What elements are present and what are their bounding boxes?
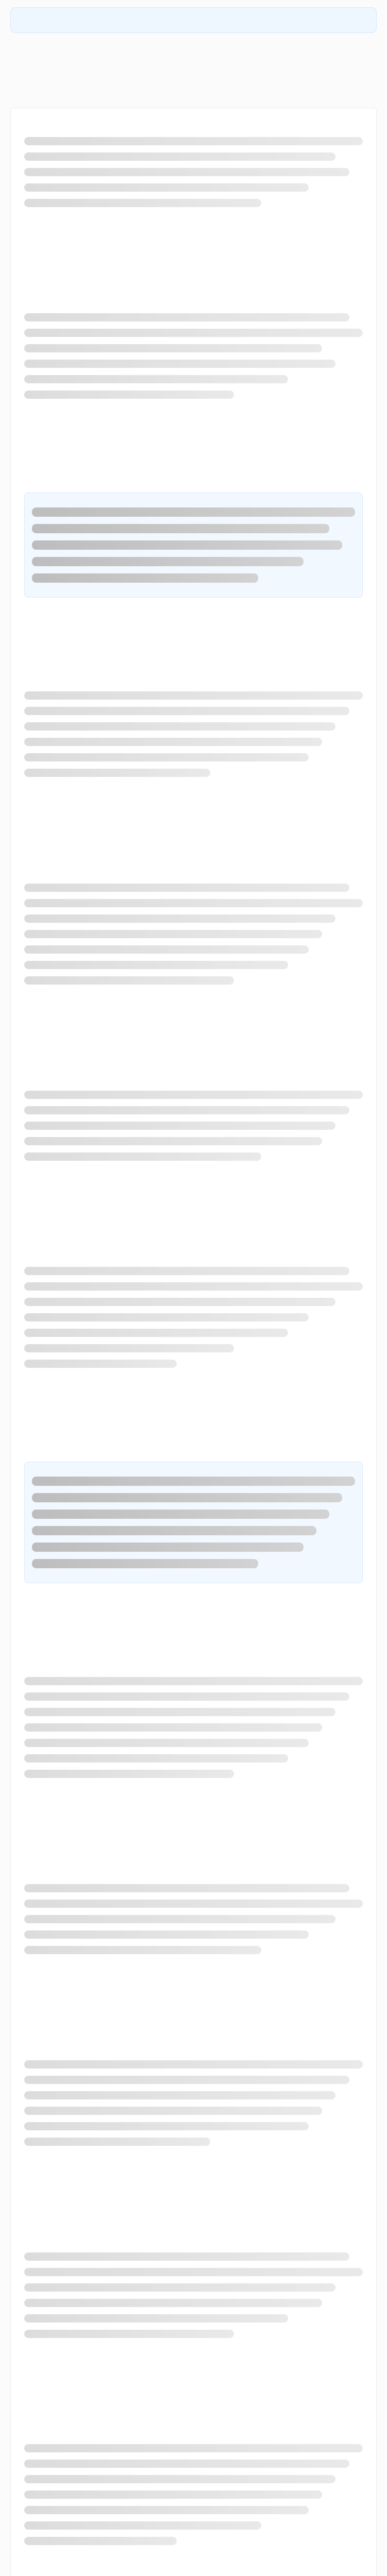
paragraph-1 (24, 125, 363, 219)
paragraph-5 (24, 871, 363, 997)
paragraph-11 (24, 2048, 363, 2158)
article-header (10, 7, 377, 33)
paragraph-4 (24, 679, 363, 789)
article-body (10, 108, 377, 2576)
paragraph-8-highlight (24, 1462, 363, 1583)
paragraph-3-highlight (24, 493, 363, 598)
paragraph-9 (24, 1665, 363, 1790)
paragraph-10 (24, 1872, 363, 1967)
paragraph-2 (24, 301, 363, 411)
paragraph-13 (24, 2432, 363, 2557)
paragraph-6 (24, 1078, 363, 1173)
paragraph-7 (24, 1255, 363, 1380)
paragraph-stack (24, 125, 363, 2576)
paragraph-12 (24, 2240, 363, 2350)
article-page (0, 7, 387, 2576)
